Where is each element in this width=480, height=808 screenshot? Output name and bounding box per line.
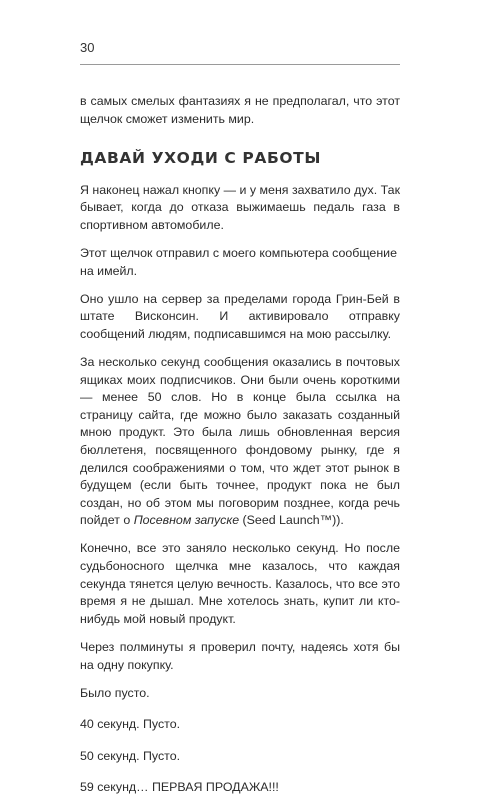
- paragraph-3: Оно ушло на сервер за пределами города Грин-Бей в штате Висконсин. И активировало отправку сообщений людям, подписавшимся на мою рассылку.: [80, 291, 400, 341]
- paragraph-2: Этот щелчок отправил с моего компьютера сообщение на имейл.: [80, 246, 397, 278]
- paragraph-4-text: За несколько секунд сообщения оказались в почтовых ящиках моих подписчиков. Они были очень короткими — менее 50 слов. Но в конце была ссылка на страницу сайта, где можно было заказать созданный мною продукт. Это была лишь обновленная версия бюллетеня, посвященного фондовому рынку, где я делился соображениями о том, что ждет этот рынок в будущем (если быть точнее, продукт пока не был создан, но об этом мы поговорим позднее, когда речь пойдет о: [80, 355, 400, 528]
- short-line-empty: Было пусто.: [80, 685, 150, 700]
- paragraph-4-tail: (Seed Launch™)).: [239, 513, 344, 528]
- paragraph-1: Я наконец нажал кнопку — и у меня захватило дух. Так бывает, когда до отказа выжимаешь педаль газа в спортивном автомобиле.: [80, 182, 400, 232]
- paragraph-5: Конечно, все это заняло несколько секунд. Но после судьбоносного щелчка мне казалось, что каждая секунда тянется целую вечность. Казалось, что все это время я не дышал. Мне хотелось знать, купит ли кто-нибудь мой новый продукт.: [80, 541, 400, 626]
- paragraph-4: [80, 354, 400, 530]
- header-divider: [80, 64, 400, 65]
- page-body: [80, 93, 400, 808]
- seed-launch-term: Посевном запуске: [133, 513, 240, 528]
- page-number: 30: [80, 40, 95, 55]
- short-line-59: 59 секунд… ПЕРВАЯ ПРОДАЖА!!!: [80, 780, 279, 795]
- short-line-40: 40 секунд. Пусто.: [80, 717, 181, 732]
- paragraph-6: Через полминуты я проверил почту, надеясь хотя бы на одну покупку.: [80, 639, 400, 672]
- intro-paragraph: в самых смелых фантазиях я не предполагал, что этот щелчок сможет изменить мир.: [80, 94, 400, 126]
- section-heading: ДАВАЙ УХОДИ С РАБОТЫ: [80, 149, 321, 168]
- short-line-50: 50 секунд. Пусто.: [80, 748, 181, 763]
